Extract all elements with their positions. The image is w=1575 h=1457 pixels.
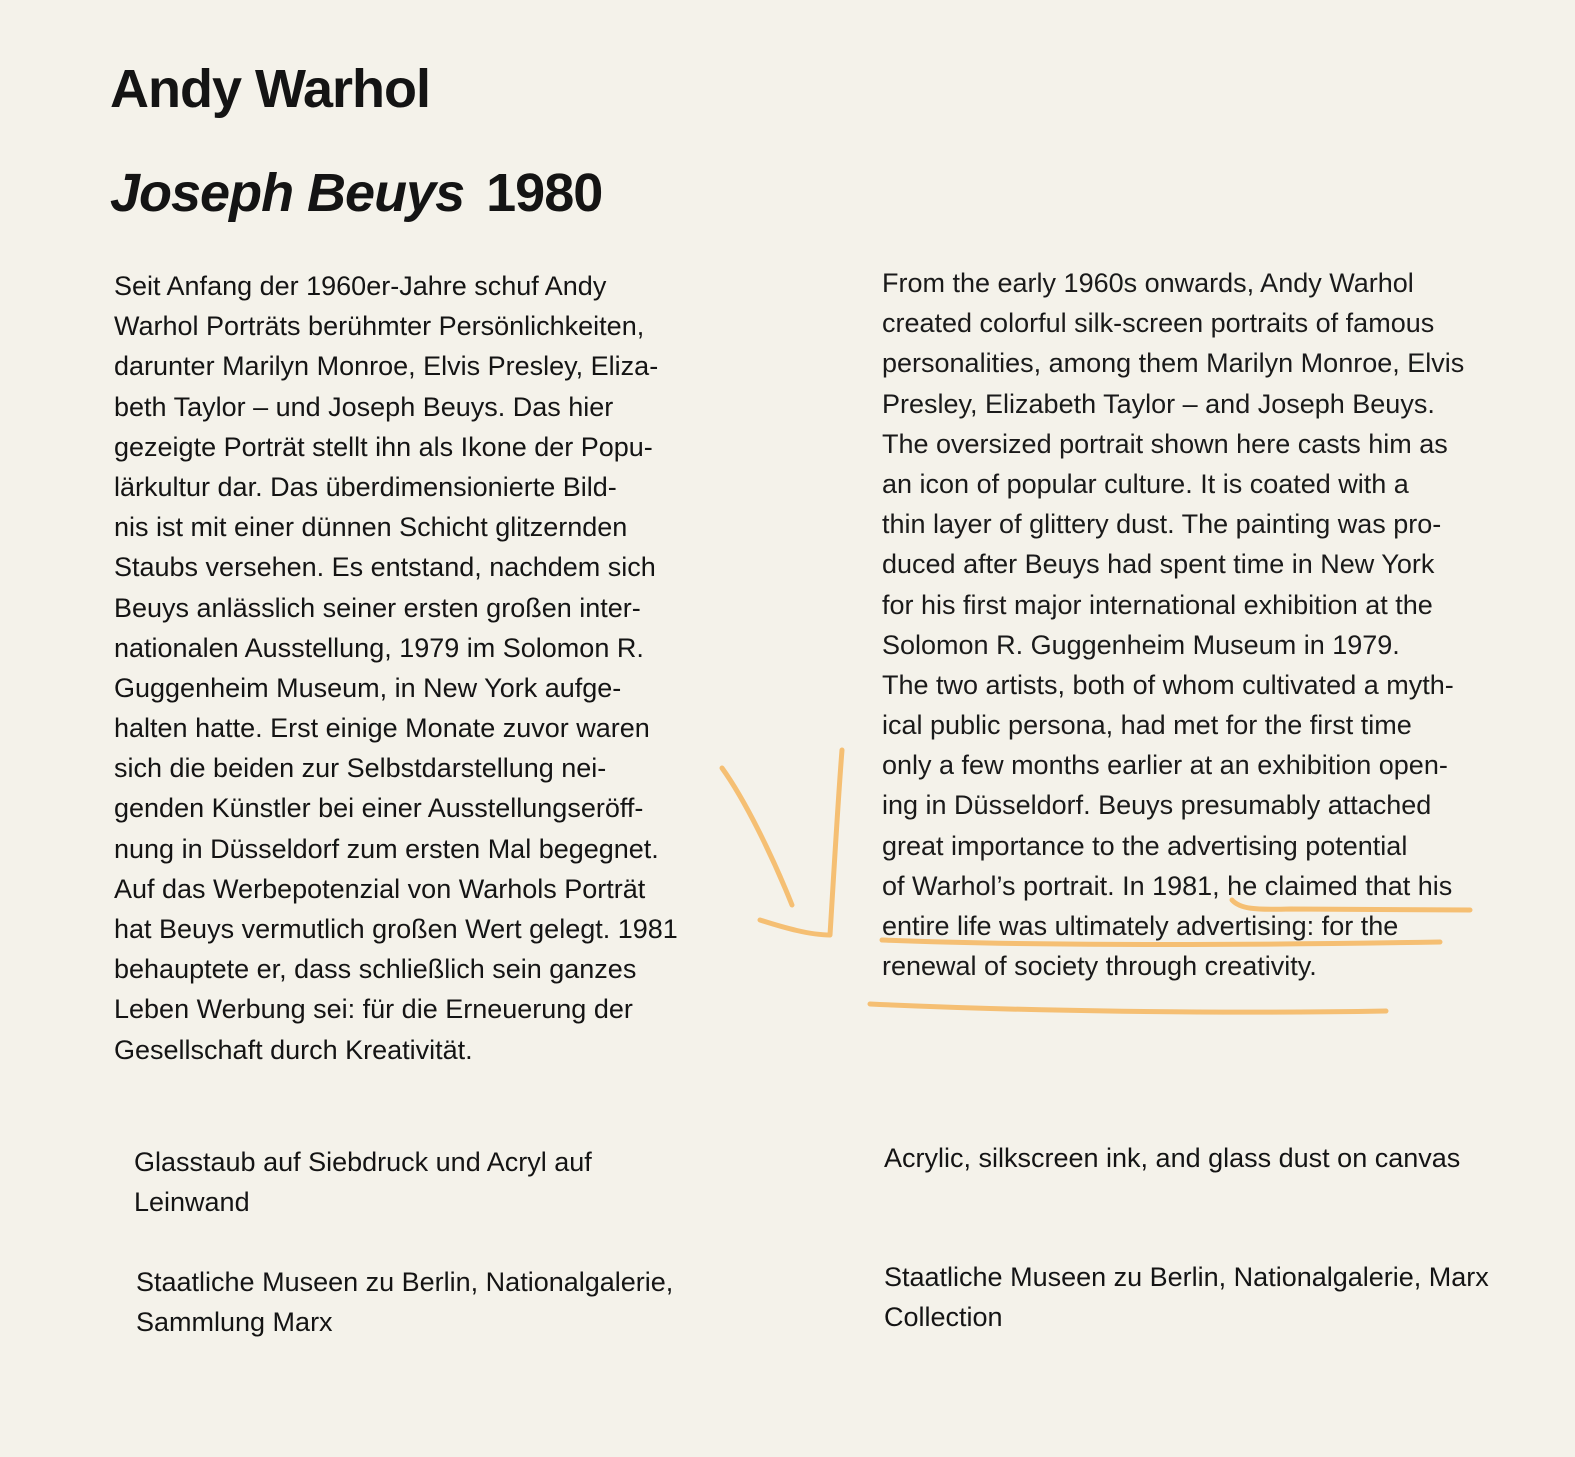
english-description	[882, 263, 1464, 986]
german-line: Staubs versehen. Es entstand, nachdem sich	[114, 552, 656, 583]
german-line: lärkultur dar. Das überdimensionierte Bild-	[114, 471, 617, 502]
artist-name: Andy Warhol	[110, 59, 430, 119]
english-line: The two artists, both of whom cultivated a myth-	[882, 669, 1454, 700]
english-line: Solomon R. Guggenheim Museum in 1979.	[882, 629, 1400, 660]
german-line: darunter Marilyn Monroe, Elvis Presley, Eliza-	[114, 351, 659, 382]
english-line: of Warhol’s portrait. In 1981, he claimed that his	[882, 870, 1453, 901]
english-line: entire life was ultimately advertising: for the	[882, 911, 1399, 941]
english-line: duced after Beuys had spent time in New York	[882, 549, 1435, 580]
german-description	[114, 266, 678, 1070]
german-line: Warhol Porträts berühmter Persönlichkeiten,	[114, 311, 645, 342]
german-line: Auf das Werbepotenzial von Warhols Porträt	[114, 873, 646, 904]
english-line: From the early 1960s onwards, Andy Warhol	[882, 268, 1414, 298]
english-line: The oversized portrait shown here casts him as	[882, 428, 1448, 459]
english-line: Presley, Elizabeth Taylor – and Joseph Beuys.	[882, 388, 1435, 419]
german-line: nung in Düsseldorf zum ersten Mal begegnet.	[114, 833, 659, 864]
german-line: Seit Anfang der 1960er-Jahre schuf Andy	[114, 271, 607, 301]
english-line: personalities, among them Marilyn Monroe, Elvis	[882, 348, 1465, 379]
german-line: beth Taylor – und Joseph Beuys. Das hier	[114, 391, 614, 422]
english-line: great importance to the advertising potential	[882, 830, 1408, 861]
english-medium: Acrylic, silkscreen ink, and glass dust on canvas	[884, 1143, 1461, 1173]
german-line: Beuys anlässlich seiner ersten großen inter-	[114, 592, 641, 623]
german-line: Gesellschaft durch Kreativität.	[114, 1034, 473, 1065]
german-line: Leben Werbung sei: für die Erneuerung der	[114, 994, 633, 1025]
german-line: hat Beuys vermutlich großen Wert gelegt. 1981	[114, 914, 678, 944]
english-line: ing in Düsseldorf. Beuys presumably attached	[882, 790, 1432, 821]
work-year: 1980	[486, 163, 603, 223]
german-line: Guggenheim Museum, in New York aufge-	[114, 672, 622, 703]
german-line: nationalen Ausstellung, 1979 im Solomon R.	[114, 632, 644, 663]
work-heading	[110, 162, 602, 224]
english-line: an icon of popular culture. It is coated with a	[882, 468, 1409, 499]
english-line: for his first major international exhibition at the	[882, 589, 1433, 620]
english-line: ical public persona, had met for the first time	[882, 710, 1412, 741]
underline-mark	[870, 1004, 1386, 1012]
german-medium: Glasstaub auf Siebdruck und Acryl auf Leinwand	[134, 1147, 592, 1217]
german-line: behauptete er, dass schließlich sein ganzes	[114, 954, 637, 985]
german-line: gezeigte Porträt stellt ihn als Ikone der Popu-	[114, 431, 653, 462]
english-line: only a few months earlier at an exhibition open-	[882, 750, 1448, 781]
english-collection: Staatliche Museen zu Berlin, Nationalgalerie, Marx Collection	[884, 1262, 1489, 1332]
german-collection: Staatliche Museen zu Berlin, Nationalgalerie, Sammlung Marx	[136, 1267, 674, 1337]
german-line: halten hatte. Erst einige Monate zuvor waren	[114, 713, 650, 744]
german-line: nis ist mit einer dünnen Schicht glitzernden	[114, 512, 628, 543]
german-line: genden Künstler bei einer Ausstellungseröff-	[114, 793, 644, 824]
work-title: Joseph Beuys	[110, 163, 465, 223]
german-line: sich die beiden zur Selbstdarstellung nei-	[114, 753, 607, 784]
arrow-icon	[722, 750, 842, 935]
english-line: renewal of society through creativity.	[882, 951, 1317, 982]
english-line: thin layer of glittery dust. The painting was pro-	[882, 509, 1442, 540]
english-line: created colorful silk-screen portraits of famous	[882, 308, 1435, 339]
